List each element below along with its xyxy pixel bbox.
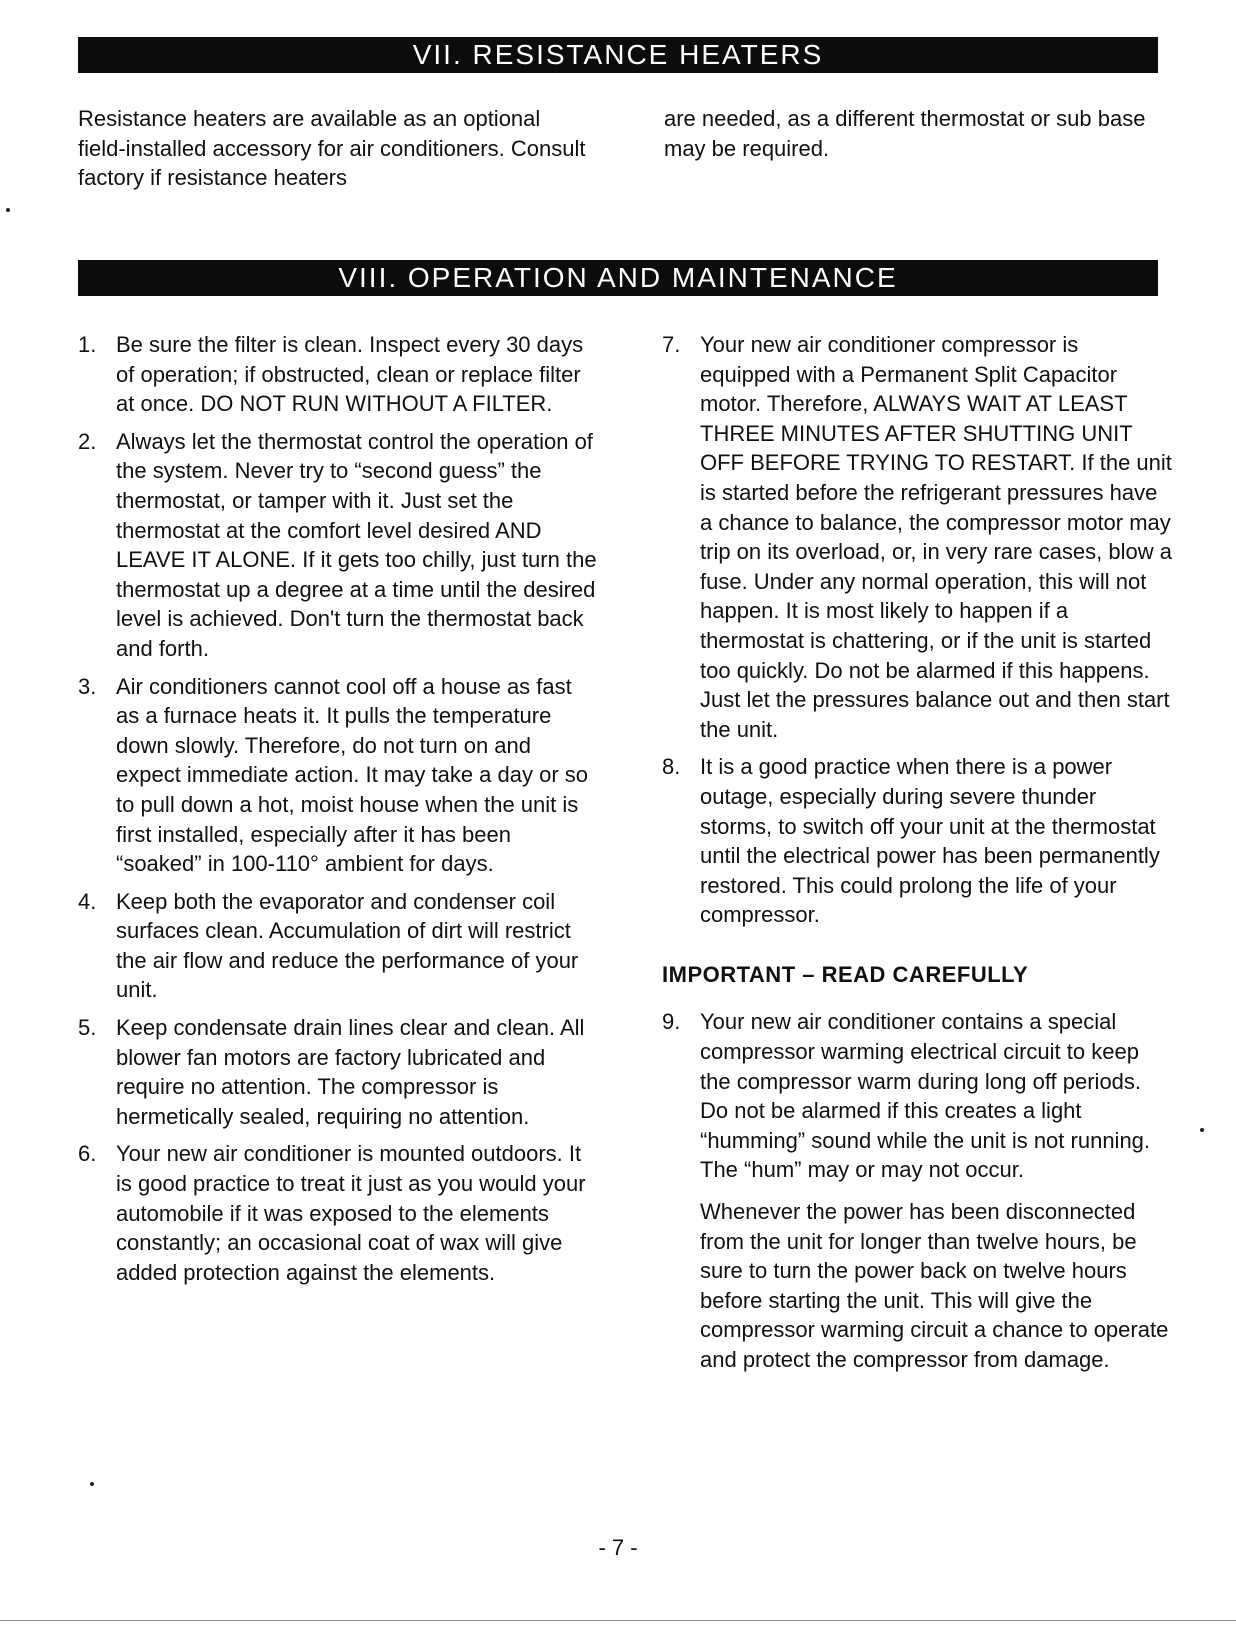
- item-text-continued: Whenever the power has been disconnected from the unit for longer than twelve hours, be sure to turn the power back on twelve hours before starting the unit. This will give the compressor warming circuit a chance to operate and protect the compressor from damage.: [700, 1199, 1169, 1372]
- section-8-banner: VIII. OPERATION AND MAINTENANCE: [78, 260, 1158, 296]
- list-item: [78, 330, 598, 419]
- item-number: 3.: [78, 673, 97, 699]
- maintenance-list-right: [662, 330, 1174, 930]
- maintenance-list-left: [78, 330, 598, 1287]
- scan-speck: [6, 208, 10, 212]
- item-text: Keep both the evaporator and condenser coil surfaces clean. Accumulation of dirt will restrict the air flow and reduce the performance of your unit.: [116, 888, 579, 1003]
- list-item: [78, 1013, 598, 1131]
- section-7-text-left: Resistance heaters are available as an optional field-installed accessory for air conditioners. Consult factory if resistance heaters: [78, 106, 586, 190]
- page-number: - 7 -: [598, 1535, 638, 1560]
- item-text: Be sure the filter is clean. Inspect every 30 days of operation; if obstructed, clean or replace filter at once. DO NOT RUN WITHOUT A FILTER.: [116, 332, 584, 417]
- item-text: It is a good practice when there is a power outage, especially during severe thunder storms, to switch off your unit at the thermostat until the electrical power has been permanently restored. This could prolong the life of your compressor.: [700, 754, 1160, 928]
- item-number: 8.: [662, 754, 681, 780]
- item-text: Your new air conditioner compressor is equipped with a Permanent Split Capacitor motor. Therefore, ALWAYS WAIT AT LEAST THREE MINUTES AFTER SHUTTING UNIT OFF BEFORE TRYING TO RESTART. If the unit is started before the refrigerant pressures have a chance to balance, the compressor motor may trip on its overload, or, in very rare cases, blow a fuse. Under any normal operation, this will not happen. It is most likely to happen if a thermostat is chattering, or if the unit is started too quickly. Do not be alarmed if this happens. Just let the pressures balance out and then start the unit.: [700, 332, 1172, 742]
- list-item: [662, 330, 1174, 744]
- item-number: 1.: [78, 332, 97, 357]
- list-item: [662, 1007, 1174, 1374]
- scan-speck: [90, 1482, 94, 1486]
- item-text: Always let the thermostat control the operation of the system. Never try to “second guess” the thermostat, or tamper with it. Just set the thermostat at the comfort level desired AND LEAVE IT ALONE. If it gets too chilly, just turn the thermostat up a degree at a time until the desired level is achieved. Don't turn the thermostat back and forth.: [116, 428, 597, 661]
- section-7-text-right: are needed, as a different thermostat or sub base may be required.: [664, 106, 1146, 161]
- item-text: Your new air conditioner is mounted outdoors. It is good practice to treat it just as you would your automobile if it was exposed to the elements constantly; an occasional coat of wax will give added protection against the elements.: [116, 1141, 586, 1285]
- item-number: 5.: [78, 1015, 97, 1041]
- item-text: Keep condensate drain lines clear and clean. All blower fan motors are factory lubricated and require no attention. The compressor is hermetically sealed, requiring no attention.: [116, 1015, 585, 1129]
- item-number: 2.: [78, 428, 97, 454]
- item-number: 6.: [78, 1141, 97, 1167]
- item-number: 9.: [662, 1009, 681, 1035]
- important-heading: IMPORTANT – READ CAREFULLY: [662, 961, 1029, 987]
- list-item: [662, 752, 1174, 930]
- scan-speck: [1200, 1128, 1204, 1132]
- left-column: [78, 330, 598, 1295]
- list-item: [78, 672, 598, 879]
- list-item: [78, 1139, 598, 1287]
- list-item: [78, 427, 598, 664]
- item-number: 4.: [78, 888, 97, 914]
- item-text: Air conditioners cannot cool off a house as fast as a furnace heats it. It pulls the temperature down slowly. Therefore, do not turn on and expect immediate action. It may take a day or so to pull down a hot, moist house when the unit is first installed, especially after it has been “soaked” in 100-110° ambient for days.: [116, 673, 589, 877]
- right-column: [662, 330, 1174, 1383]
- list-item: [78, 887, 598, 1005]
- bottom-rule: [0, 1620, 1236, 1621]
- item-text: Your new air conditioner contains a special compressor warming electrical circuit to keep the compressor warm during long off periods. Do not be alarmed if this creates a light “humming” sound while the unit is not running. The “hum” may or may not occur.: [700, 1009, 1151, 1183]
- item-number: 7.: [662, 332, 681, 357]
- section-7-banner: VII. RESISTANCE HEATERS: [78, 37, 1158, 73]
- important-list: [662, 1007, 1174, 1374]
